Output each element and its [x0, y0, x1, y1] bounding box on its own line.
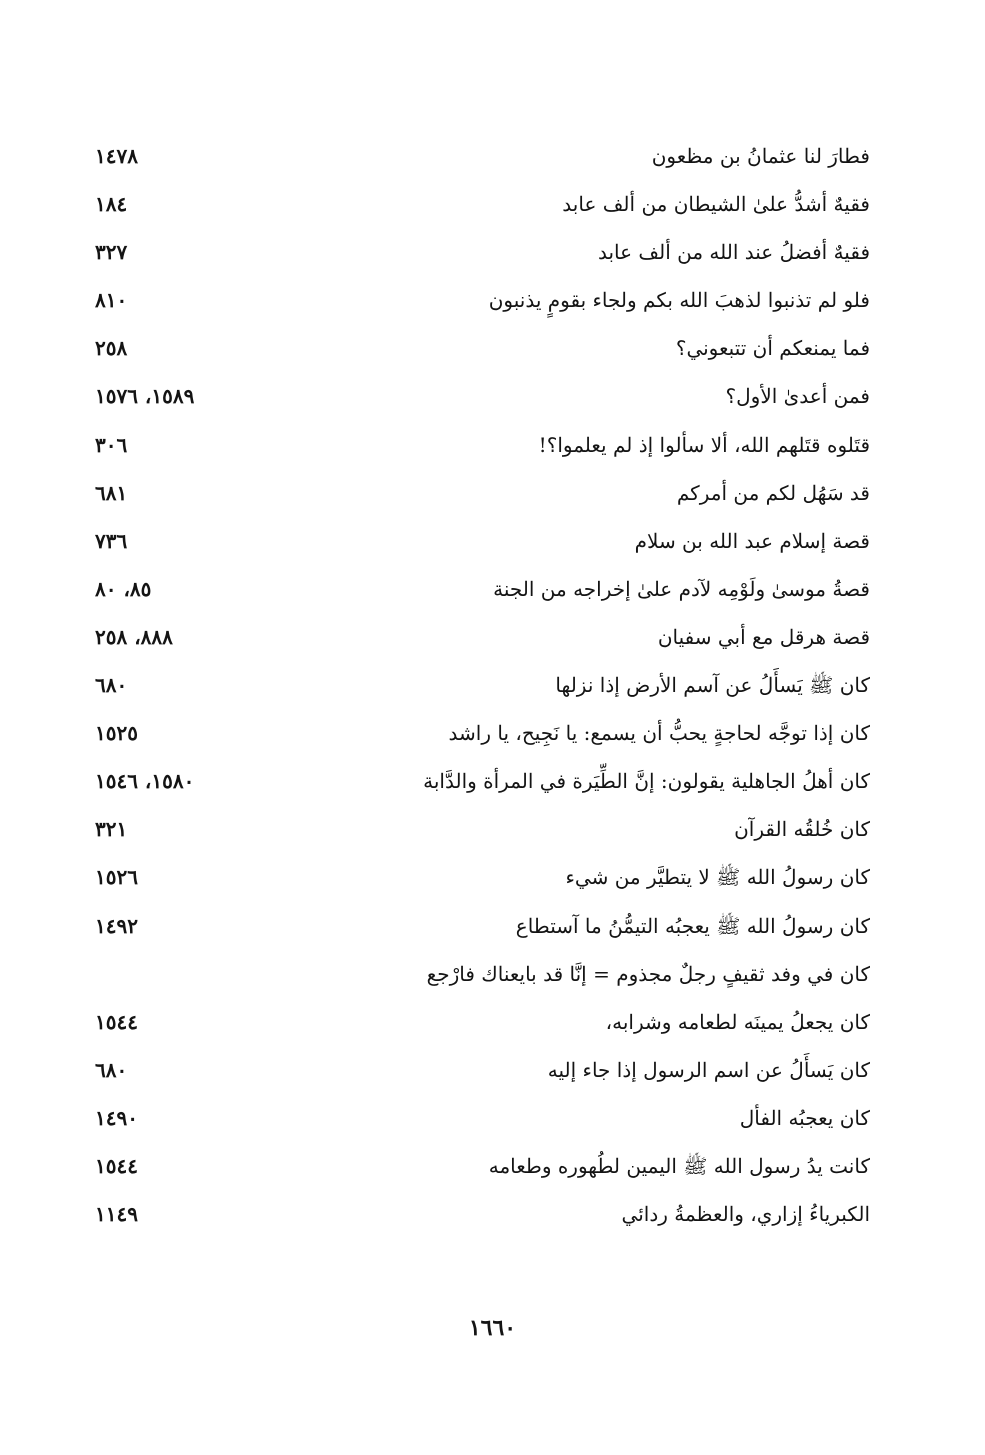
hadith-index-list: [95, 134, 870, 1240]
entry-text: قصة إسلام عبد الله بن سلام: [634, 528, 870, 553]
entry-text: كان رسولُ الله ﷺ لا يتطيَّر من شيء: [565, 865, 870, 890]
entry-page-ref: ١٥٢٦: [95, 865, 138, 890]
entry-page-ref: ٣٢٧: [95, 240, 128, 265]
index-entry: [95, 423, 870, 471]
entry-page-ref: ١٥٨٠، ١٥٤٦: [95, 769, 195, 794]
index-entry: [95, 711, 870, 759]
index-entry: [95, 759, 870, 807]
entry-text: قصة هرقل مع أبي سفيان: [657, 624, 870, 649]
entry-page-ref: ٨٨٨، ٢٥٨: [95, 624, 173, 649]
entry-text: فقيهٌ أشدُّ علىٰ الشيطان من ألف عابد: [562, 192, 870, 217]
page-number: ١٦٦٠: [468, 1315, 517, 1341]
index-entry: [95, 374, 870, 422]
entry-text: كانت يدُ رسول الله ﷺ اليمين لطُهوره وطعامه: [488, 1153, 870, 1178]
entry-page-ref: ٦٨٠: [95, 1057, 128, 1082]
entry-text: كان أهلُ الجاهلية يقولون: إنَّ الطِّيَرة في المرأة والدَّابة: [423, 769, 870, 794]
entry-text: فلو لم تذنبوا لذهبَ الله بكم ولجاء بقومٍ يذنبون: [488, 288, 870, 313]
index-entry: [95, 471, 870, 519]
entry-page-ref: ١٤٩٢: [95, 913, 138, 938]
index-entry: [95, 326, 870, 374]
entry-page-ref: ١٤٧٨: [95, 144, 138, 168]
entry-text: كان في وفد ثقيفٍ رجلٌ مجذوم = إنَّا قد بايعناك فارْجع: [426, 961, 870, 986]
entry-text: كان ﷺ يَسأَلُ عن آسم الأرض إذا نزلها: [555, 673, 870, 698]
index-entry: [95, 1192, 870, 1240]
index-entry: [95, 615, 870, 663]
entry-text: فقيهٌ أفضلُ عند الله من ألف عابد: [597, 240, 870, 265]
index-entry: [95, 1096, 870, 1144]
entry-page-ref: ٦٨٠: [95, 673, 128, 698]
entry-text: قصةُ موسىٰ ولَوْمِه لآدم علىٰ إخراجه من الجنة: [493, 576, 870, 601]
entry-text: فطارَ لنا عثمانُ بن مظعون: [651, 144, 870, 168]
entry-text: كان يَسأَلُ عن اسم الرسول إذا جاء إليه: [547, 1057, 870, 1082]
index-entry: [95, 1048, 870, 1096]
index-entry: [95, 134, 870, 182]
entry-text: كان خُلقُه القرآن: [734, 817, 870, 842]
entry-page-ref: ٢٥٨: [95, 336, 128, 361]
entry-page-ref: ١٨٤: [95, 192, 128, 217]
index-entry: [95, 1144, 870, 1192]
entry-page-ref: ١٤٩٠: [95, 1105, 138, 1130]
entry-page-ref: ١٥٢٥: [95, 721, 138, 746]
entry-page-ref: ٣٠٦: [95, 432, 128, 457]
entry-page-ref: ٦٨١: [95, 480, 128, 505]
entry-text: كان رسولُ الله ﷺ يعجبُه التيمُّنُ ما آستطاع: [515, 913, 870, 938]
index-entry: [95, 278, 870, 326]
index-entry: [95, 807, 870, 855]
entry-text: كان يجعلُ يمينَه لطعامه وشرابه،: [605, 1009, 870, 1034]
entry-page-ref: ٨١٠: [95, 288, 128, 313]
index-entry: [95, 952, 870, 1000]
entry-text: الكبرياءُ إزاري، والعظمةُ ردائي: [621, 1202, 870, 1227]
index-entry: [95, 1000, 870, 1048]
entry-text: قد سَهُل لكم من أمركم: [676, 480, 870, 505]
index-entry: [95, 230, 870, 278]
entry-text: فما يمنعكم أن تتبعوني؟: [675, 336, 870, 361]
entry-page-ref: ١٥٨٩، ١٥٧٦: [95, 384, 195, 409]
entry-text: كان يعجبُه الفأل: [739, 1105, 870, 1130]
entry-text: كان إذا توجَّه لحاجةٍ يحبُّ أن يسمع: يا نَجِيح، يا راشد: [448, 721, 870, 746]
index-entry: [95, 567, 870, 615]
entry-page-ref: ١٥٤٤: [95, 1153, 138, 1178]
entry-page-ref: ٨٥، ٨٠: [95, 576, 152, 601]
index-entry: [95, 519, 870, 567]
entry-text: قتَلوه قتَلهم الله، ألا سألوا إذ لم يعلموا؟!: [538, 432, 870, 457]
entry-page-ref: ٣٢١: [95, 817, 128, 842]
entry-page-ref: ١١٤٩: [95, 1202, 138, 1227]
index-entry: [95, 182, 870, 230]
index-entry: [95, 904, 870, 952]
index-entry: [95, 663, 870, 711]
entry-page-ref: ٧٣٦: [95, 528, 128, 553]
entry-text: فمن أعدىٰ الأول؟: [725, 384, 870, 409]
index-entry: [95, 855, 870, 903]
entry-page-ref: ١٥٤٤: [95, 1009, 138, 1034]
